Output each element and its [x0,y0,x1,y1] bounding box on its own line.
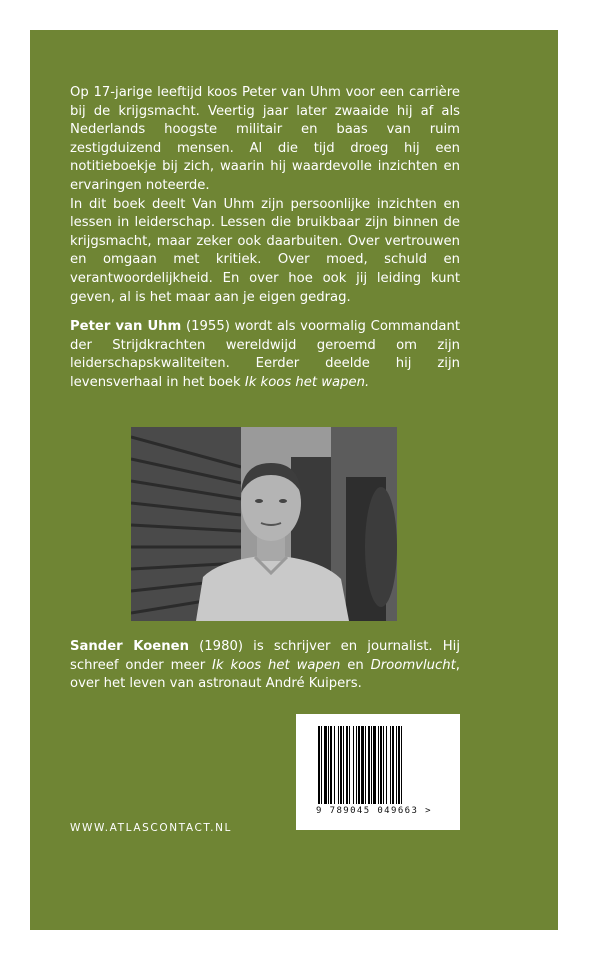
author-bio-book: Ik koos het wapen. [244,374,370,390]
blurb [70,84,460,307]
isbn-number: 9 789045 049663 > [316,806,432,816]
author-name: Peter van Uhm [70,319,182,334]
blurb-paragraph-2: In dit boek deelt Van Uhm zijn persoonlijke inzichten en lessen in leiderschap. Lessen die bruikbaar zijn binnen de krijgsmacht, maar zeker ook daarbuiten. Over vertrouwen en omgaan met kritiek. Over moed, schuld en verantwoordelijkheid. En over hoe ook jij leiding kunt geven, al is het maar aan je eigen gedrag. [70,196,460,305]
author-bio-text: (1955) wordt als voormalig Commandant der Strijdkrachten wereldwijd geroemd om zijn leiderschapskwaliteiten. Eerder deelde hij zijn levensverhaal in het boek [70,319,460,390]
coauthor-bio-text-2: en [340,657,371,673]
coauthor-bio-text-1: (1980) is schrijver en journalist. Hij schreef onder meer [70,639,460,673]
coauthor-book-2: Droomvlucht [370,657,456,673]
coauthor-name: Sander Koenen [70,639,189,654]
publisher-website[interactable]: WWW.ATLASCONTACT.NL [70,822,232,834]
author-photo [131,427,397,621]
barcode-bars [318,726,438,804]
coauthor-bio [70,638,460,694]
blurb-paragraph-1: Op 17-jarige leeftijd koos Peter van Uhm voor een carrière bij de krijgsmacht. Veertig jaar later zwaaide hij af als Nederlands hoogste militair en baas van ruim zestigduizend mensen. Al die tijd droeg hij een notitieboekje bij zich, waarin hij waardevolle inzichten en ervaringen noteerde. [70,85,460,193]
author-bio [70,318,460,392]
coauthor-bio-text-3: , over het leven van astronaut André Kuipers. [70,657,460,692]
barcode [296,714,460,830]
coauthor-book-1: Ik koos het wapen [212,657,341,673]
